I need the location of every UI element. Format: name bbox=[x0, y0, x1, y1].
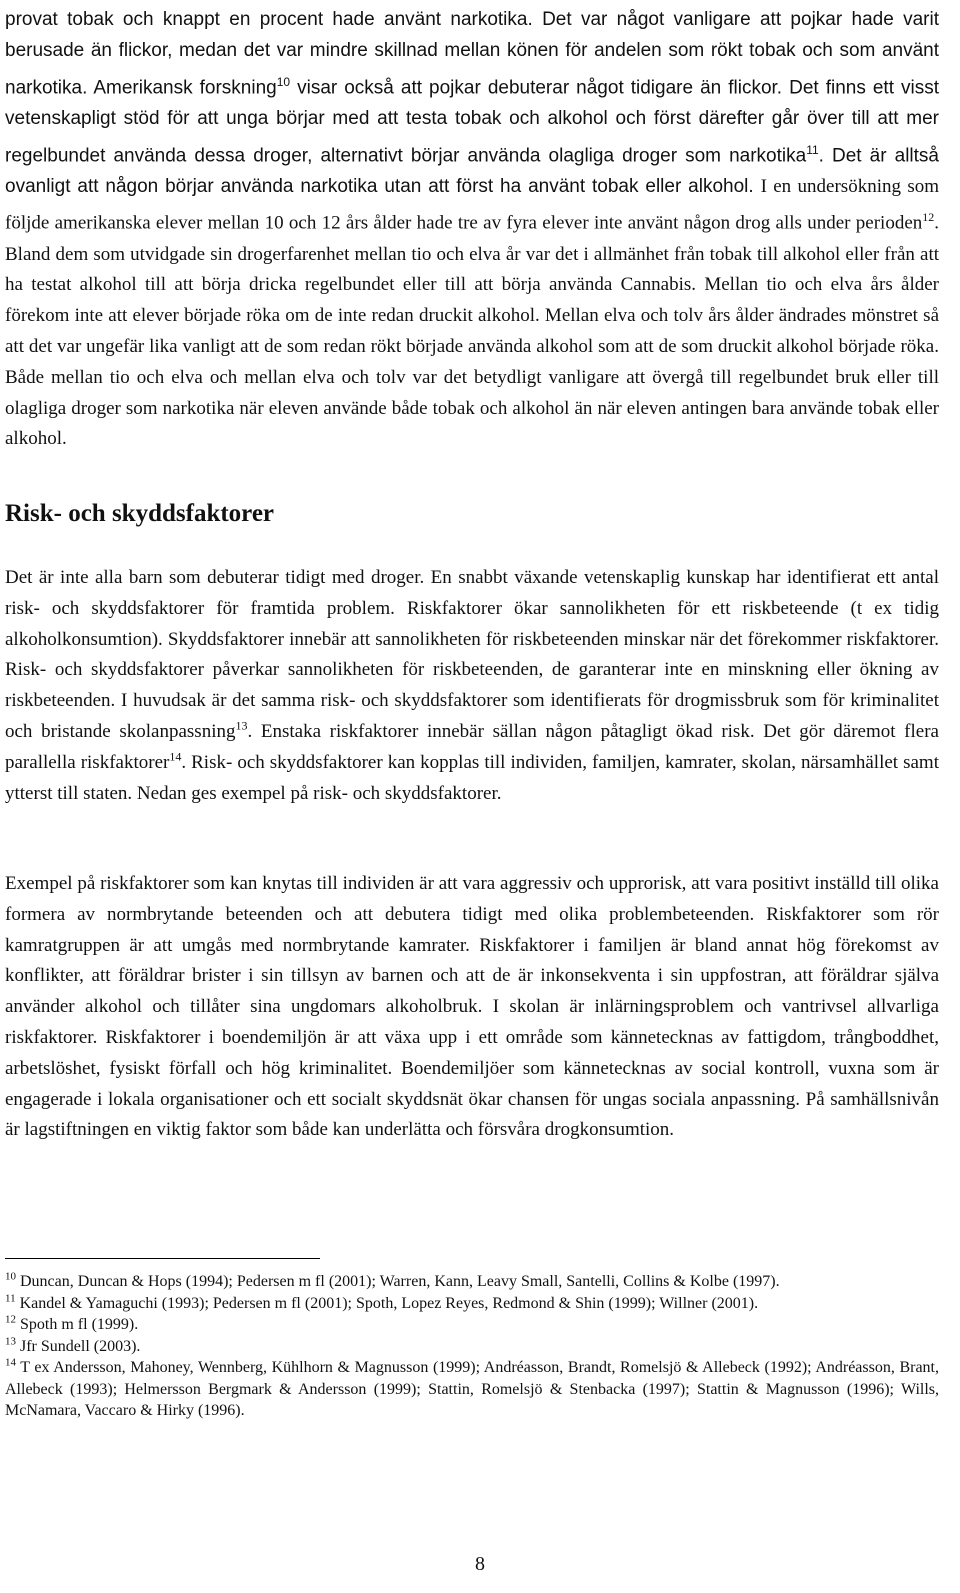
paragraph-2-text-a: Det är inte alla barn som debuterar tidigt med droger. En snabbt växande vetenskaplig kunskap har identifierat ett antal risk- och skyddsfaktorer för framtida problem. Riskfaktorer ökar sannolikheten för ett riskbeteende (t ex tidig alkoholkonsumtion). Skyddsfaktorer innebär att sannolikheten för riskbeteenden minskar när det förekommer riskfaktorer. Risk- och skyddsfaktorer påverkar sannolikheten för riskbeteenden, de garanterar inte en minskning eller ökning av riskbeteenden. I huvudsak är det samma risk- och skyddsfaktorer som identifierats för drogmissbruk som för kriminalitet och bristande skolanpassning bbox=[5, 567, 939, 742]
footnote-12 bbox=[5, 1314, 939, 1336]
footnote-text: Jfr Sundell (2003). bbox=[16, 1337, 141, 1355]
paragraph-2-text-c: . Risk- och skyddsfaktorer kan kopplas till individen, familjen, kamrater, skolan, närsamhället samt ytterst till staten. Nedan ges exempel på risk- och skyddsfaktorer. bbox=[5, 751, 939, 804]
footnote-ref-12: 12 bbox=[922, 210, 935, 225]
footnote-ref-10: 10 bbox=[276, 74, 291, 89]
footnote-ref-13: 13 bbox=[235, 718, 248, 733]
paragraph-1-text-c: . Det är alltså ovanligt att någon börjar använda narkotika utan att först ha använt tobak eller alkohol. bbox=[5, 144, 939, 197]
body-paragraph-1 bbox=[5, 5, 939, 455]
footnote-10 bbox=[5, 1271, 939, 1293]
paragraph-1-text-d: I en undersökning som följde amerikanska elever mellan 10 och 12 års ålder hade tre av fyra elever inte använt någon drog alls under perioden bbox=[5, 175, 940, 234]
footnote-separator bbox=[5, 1258, 320, 1259]
paragraph-2-text-b: . Enstaka riskfaktorer innebär sällan någon påtagligt ökad risk. Det gör däremot flera parallella riskfaktorer bbox=[5, 720, 939, 773]
page-number: 8 bbox=[475, 1553, 485, 1575]
footnote-ref-14: 14 bbox=[169, 749, 182, 764]
body-paragraph-2 bbox=[5, 563, 939, 809]
footnote-13 bbox=[5, 1336, 939, 1358]
footnote-number: 11 bbox=[5, 1292, 16, 1305]
footnote-ref-11: 11 bbox=[806, 142, 819, 157]
footnote-number: 12 bbox=[5, 1313, 16, 1326]
footnote-14 bbox=[5, 1357, 939, 1422]
body-paragraph-3: Exempel på riskfaktorer som kan knytas till individen är att vara aggressiv och upprorisk, att vara positivt inställd till olika formera av normbrytande beteenden och att debutera tidigt med olika problembeteenden. Riskfaktorer som rör kamratgruppen är att umgås med normbrytande kamrater. Riskfaktorer i familjen är bland annat hög förekomst av konflikter, att föräldrar brister i sin tillsyn av barnen och att de är inkonsekventa i sin uppfostran, att föräldrar själva använder alkohol och tillåter sina ungdomars alkoholbruk. I skolan är inlärningsproblem och vantrivsel allvarliga riskfaktorer. Riskfaktorer i boendemiljön är att växa upp i ett område som kännetecknas av fattigdom, trångboddhet, arbetslöshet, fysiskt förfall och hög kriminalitet. Boendemiljöer som kännetecknas av social kontroll, vuxna som är engagerade i lokala organisationer och ett socialt skyddsnät ökar chansen för ungas sociala anpassning. På samhällsnivån är lagstiftningen en viktig faktor som både kan underlätta och försvåra drogkonsumtion. bbox=[5, 873, 939, 1141]
footnote-number: 10 bbox=[5, 1270, 16, 1283]
footnote-text: Spoth m fl (1999). bbox=[16, 1316, 139, 1333]
section-heading: Risk- och skyddsfaktorer bbox=[5, 500, 275, 527]
footnote-number: 13 bbox=[5, 1335, 16, 1348]
footnote-11 bbox=[5, 1293, 939, 1315]
footnote-text: Kandel & Yamaguchi (1993); Pedersen m fl (2001); Spoth, Lopez Reyes, Redmond & Shin (1999); Willner (2001). bbox=[15, 1294, 759, 1312]
footnote-text: Duncan, Duncan & Hops (1994); Pedersen m fl (2001); Warren, Kann, Leavy Small, Santelli, Collins & Kolbe (1997). bbox=[16, 1273, 780, 1290]
footnote-number: 14 bbox=[5, 1356, 16, 1369]
footnotes-section bbox=[5, 1271, 939, 1422]
paragraph-1-text-a: provat tobak och knappt en procent hade använt narkotika. Det var något vanligare att pojkar hade varit berusade än flickor, medan det var mindre skillnad mellan könen för andelen som rökt tobak och som använt narkotika. Amerikansk forskning bbox=[5, 9, 939, 98]
footnote-text: T ex Andersson, Mahoney, Wennberg, Kühlhorn & Magnusson (1999); Andréasson, Brandt, Romelsjö & Allebeck (1992); Andréasson, Brant, Allebeck (1993); Helmersson Bergmark & Andersson (1999); Stattin, Romelsjö & Stenbacka (1997); Stattin & Magnusson (1996); Wills, McNamara, Vaccaro & Hirky (1996). bbox=[5, 1359, 939, 1419]
paragraph-1-text-b: visar också att pojkar debuterar något tidigare än flickor. Det finns ett visst vetenskapligt stöd för att unga börjar med att testa tobak och alkohol och först därefter går över till att mer regelbundet använda dessa droger, alternativt börjar använda olagliga droger som narkotika bbox=[5, 76, 939, 166]
paragraph-1-text-e: . Bland dem som utvidgade sin drogerfarenhet mellan tio och elva år var det i allmänhet från tobak till alkohol eller från att ha testat alkohol till att börja dricka regelbundet eller till att börja använda Cannabis. Mellan tio och elva års ålder förekom inte att elever började röka om de inte redan druckit alkohol. Mellan elva och tolv års ålder ändrades mönstret så att det var ungefär lika vanligt att de som redan rökt började använda alkohol som att de som druckit alkohol började röka. Både mellan tio och elva och mellan elva och tolv var det betydligt vanligare att övergå till regelbundet bruk eller till olagliga droger som narkotika när eleven använde både tobak och alkohol än när eleven antingen bara använde tobak eller alkohol. bbox=[5, 212, 939, 450]
